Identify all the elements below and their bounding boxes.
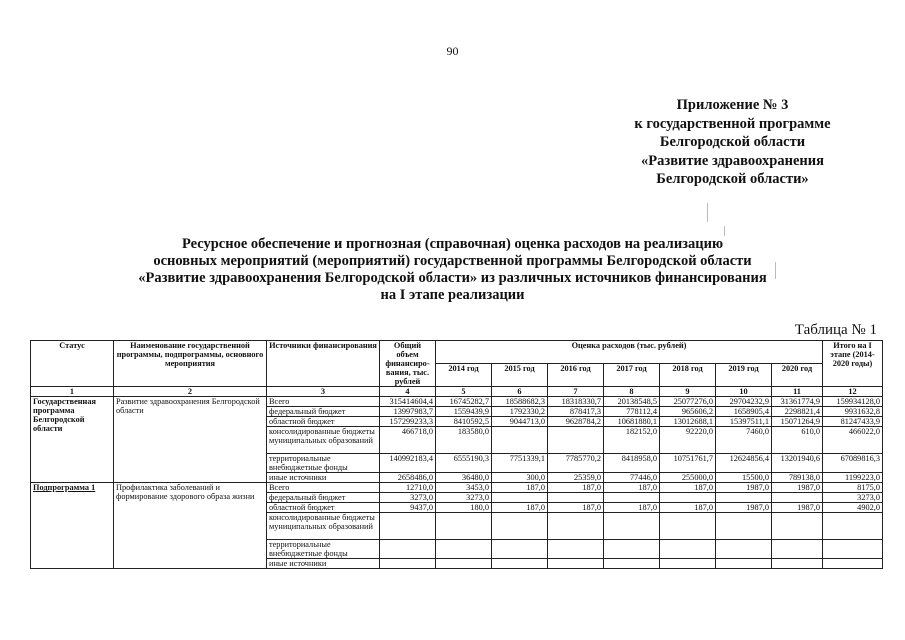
amount-cell: 25077276,0: [660, 397, 716, 407]
amount-cell: [716, 540, 772, 559]
table-row: [31, 397, 883, 407]
amount-cell: 1987,0: [772, 503, 823, 513]
appendix-line: к государственной программе: [634, 115, 831, 132]
funding-source: консолидированные бюджеты муниципальных образований: [267, 427, 380, 454]
subprogram-status: Подпрограмма 1: [31, 483, 114, 569]
amount-cell: 1792330,2: [492, 407, 548, 417]
funding-source: Всего: [267, 397, 380, 407]
appendix-line: Белгородской области»: [656, 171, 809, 187]
amount-cell: [548, 540, 604, 559]
amount-cell: [772, 513, 823, 540]
header-year: 2018 год: [660, 364, 716, 387]
amount-cell: 1199223,0: [823, 473, 883, 483]
amount-cell: 187,0: [660, 503, 716, 513]
amount-cell: 16745282,7: [436, 397, 492, 407]
amount-cell: 187,0: [492, 483, 548, 493]
amount-cell: [772, 493, 823, 503]
header-itogo: Итого на I этапе (2014-2020 годы): [823, 341, 883, 387]
appendix-line: «Развитие здравоохранения: [641, 152, 824, 169]
header-status: Статус: [31, 341, 114, 387]
amount-cell: [772, 540, 823, 559]
amount-cell: 187,0: [604, 503, 660, 513]
amount-cell: [660, 493, 716, 503]
funding-source: федеральный бюджет: [267, 407, 380, 417]
amount-cell: 13997983,7: [380, 407, 436, 417]
amount-cell: 12710,0: [380, 483, 436, 493]
header-year: 2017 год: [604, 364, 660, 387]
amount-cell: 466022,0: [823, 427, 883, 454]
amount-cell: [823, 540, 883, 559]
appendix-heading: [560, 96, 905, 189]
amount-cell: 9044713,0: [492, 417, 548, 427]
title-line: основных мероприятий (мероприятий) государственной программы Белгородской области: [153, 253, 752, 269]
amount-cell: 610,0: [772, 427, 823, 454]
amount-cell: [823, 513, 883, 540]
amount-cell: 157299233,3: [380, 417, 436, 427]
amount-cell: 183580,0: [436, 427, 492, 454]
column-number: 8: [604, 387, 660, 397]
header-name: Наименование государственной программы, подпрограммы, основного мероприятия: [114, 341, 267, 387]
table-row: [31, 483, 883, 493]
amount-cell: [660, 540, 716, 559]
amount-cell: 10681880,1: [604, 417, 660, 427]
column-number: 2: [114, 387, 267, 397]
amount-cell: 8410592,5: [436, 417, 492, 427]
amount-cell: [436, 540, 492, 559]
funding-source: территориальные внебюджетные фонды: [267, 454, 380, 473]
amount-cell: [548, 427, 604, 454]
title-line: на I этапе реализации: [380, 287, 525, 303]
table-label: Таблица № 1: [794, 322, 877, 338]
amount-cell: 9437,0: [380, 503, 436, 513]
amount-cell: 187,0: [492, 503, 548, 513]
funding-source: Всего: [267, 483, 380, 493]
amount-cell: [548, 493, 604, 503]
amount-cell: [716, 559, 772, 569]
amount-cell: 300,0: [492, 473, 548, 483]
amount-cell: 1987,0: [716, 483, 772, 493]
amount-cell: 187,0: [660, 483, 716, 493]
amount-cell: 92220,0: [660, 427, 716, 454]
amount-cell: 878417,3: [548, 407, 604, 417]
amount-cell: [492, 559, 548, 569]
amount-cell: 1559439,9: [436, 407, 492, 417]
amount-cell: [604, 493, 660, 503]
header-year: 2019 год: [716, 364, 772, 387]
amount-cell: 8418958,0: [604, 454, 660, 473]
amount-cell: [716, 513, 772, 540]
amount-cell: 25359,0: [548, 473, 604, 483]
amount-cell: 466718,0: [380, 427, 436, 454]
scan-artifact: [724, 226, 725, 236]
amount-cell: 2658486,0: [380, 473, 436, 483]
amount-cell: [492, 427, 548, 454]
amount-cell: 1658905,4: [716, 407, 772, 417]
amount-cell: 3273,0: [823, 493, 883, 503]
page-number: 90: [446, 44, 459, 58]
header-year: 2015 год: [492, 364, 548, 387]
amount-cell: 315414604,4: [380, 397, 436, 407]
amount-cell: [604, 540, 660, 559]
amount-cell: 6555190,3: [436, 454, 492, 473]
amount-cell: 3273,0: [436, 493, 492, 503]
title-line: Ресурсное обеспечение и прогнозная (справочная) оценка расходов на реализацию: [181, 236, 724, 252]
amount-cell: [436, 513, 492, 540]
amount-cell: [492, 540, 548, 559]
header-estimate: Оценка расходов (тыс. рублей): [436, 341, 823, 364]
amount-cell: 187,0: [548, 503, 604, 513]
column-number: 4: [380, 387, 436, 397]
amount-cell: 9931632,8: [823, 407, 883, 417]
program-name: Развитие здравоохранения Белгородской области: [114, 397, 267, 483]
amount-cell: 81247433,9: [823, 417, 883, 427]
header-sources: Источники финансирования: [267, 341, 380, 387]
amount-cell: 13012688,1: [660, 417, 716, 427]
column-number: 1: [31, 387, 114, 397]
subprogram-name: Профилактика заболеваний и формирование здорового образа жизни: [114, 483, 267, 569]
header-total: Общий объем финансиро-вания, тыс. рублей: [380, 341, 436, 387]
program-status: Государственная программа Белгородской области: [31, 397, 114, 483]
amount-cell: 2298821,4: [772, 407, 823, 417]
amount-cell: [823, 559, 883, 569]
amount-cell: 182152,0: [604, 427, 660, 454]
funding-source: иные источники: [267, 473, 380, 483]
amount-cell: 1987,0: [772, 483, 823, 493]
amount-cell: [492, 493, 548, 503]
amount-cell: 15500,0: [716, 473, 772, 483]
amount-cell: [380, 513, 436, 540]
amount-cell: 187,0: [548, 483, 604, 493]
scan-artifact: [707, 203, 708, 222]
amount-cell: [548, 513, 604, 540]
amount-cell: [380, 559, 436, 569]
funding-source: иные источники: [267, 559, 380, 569]
amount-cell: 15397511,1: [716, 417, 772, 427]
amount-cell: 7460,0: [716, 427, 772, 454]
amount-cell: [716, 493, 772, 503]
appendix-line: Белгородской области: [659, 134, 806, 150]
column-number-row: [31, 387, 883, 397]
header-year: 2020 год: [772, 364, 823, 387]
amount-cell: 9628784,2: [548, 417, 604, 427]
amount-cell: [772, 559, 823, 569]
financing-table: [30, 340, 883, 569]
header-year: 2016 год: [548, 364, 604, 387]
amount-cell: 12624856,4: [716, 454, 772, 473]
amount-cell: [380, 540, 436, 559]
funding-source: областной бюджет: [267, 503, 380, 513]
amount-cell: 18588682,3: [492, 397, 548, 407]
amount-cell: [492, 513, 548, 540]
funding-source: территориальные внебюджетные фонды: [267, 540, 380, 559]
amount-cell: 3273,0: [380, 493, 436, 503]
amount-cell: 778112,4: [604, 407, 660, 417]
header-year: 2014 год: [436, 364, 492, 387]
amount-cell: 187,0: [604, 483, 660, 493]
amount-cell: 13201940,6: [772, 454, 823, 473]
amount-cell: 10751761,7: [660, 454, 716, 473]
funding-source: федеральный бюджет: [267, 493, 380, 503]
amount-cell: 67089816,3: [823, 454, 883, 473]
amount-cell: 255000,0: [660, 473, 716, 483]
amount-cell: 8175,0: [823, 483, 883, 493]
amount-cell: [660, 513, 716, 540]
column-number: 12: [823, 387, 883, 397]
amount-cell: 789138,0: [772, 473, 823, 483]
column-number: 5: [436, 387, 492, 397]
amount-cell: 7751339,1: [492, 454, 548, 473]
amount-cell: [660, 559, 716, 569]
funding-source: областной бюджет: [267, 417, 380, 427]
header-row: [31, 341, 883, 364]
amount-cell: [604, 513, 660, 540]
column-number: 3: [267, 387, 380, 397]
column-number: 7: [548, 387, 604, 397]
amount-cell: 140992183,4: [380, 454, 436, 473]
amount-cell: 77446,0: [604, 473, 660, 483]
amount-cell: [436, 559, 492, 569]
amount-cell: 965606,2: [660, 407, 716, 417]
amount-cell: 36480,0: [436, 473, 492, 483]
amount-cell: 1987,0: [716, 503, 772, 513]
amount-cell: 7785770,2: [548, 454, 604, 473]
amount-cell: 31361774,9: [772, 397, 823, 407]
column-number: 6: [492, 387, 548, 397]
amount-cell: 180,0: [436, 503, 492, 513]
column-number: 9: [660, 387, 716, 397]
amount-cell: 159934128,0: [823, 397, 883, 407]
column-number: 11: [772, 387, 823, 397]
document-title: [0, 236, 905, 304]
funding-source: консолидированные бюджеты муниципальных образований: [267, 513, 380, 540]
title-line: «Развитие здравоохранения Белгородской области» из различных источников финансирования: [138, 270, 767, 286]
scan-artifact: [775, 262, 776, 279]
appendix-line: Приложение № 3: [676, 97, 789, 113]
amount-cell: [604, 559, 660, 569]
amount-cell: 4902,0: [823, 503, 883, 513]
amount-cell: 3453,0: [436, 483, 492, 493]
amount-cell: [548, 559, 604, 569]
amount-cell: 20138548,5: [604, 397, 660, 407]
amount-cell: 15071264,9: [772, 417, 823, 427]
amount-cell: 18318330,7: [548, 397, 604, 407]
amount-cell: 29704232,9: [716, 397, 772, 407]
column-number: 10: [716, 387, 772, 397]
